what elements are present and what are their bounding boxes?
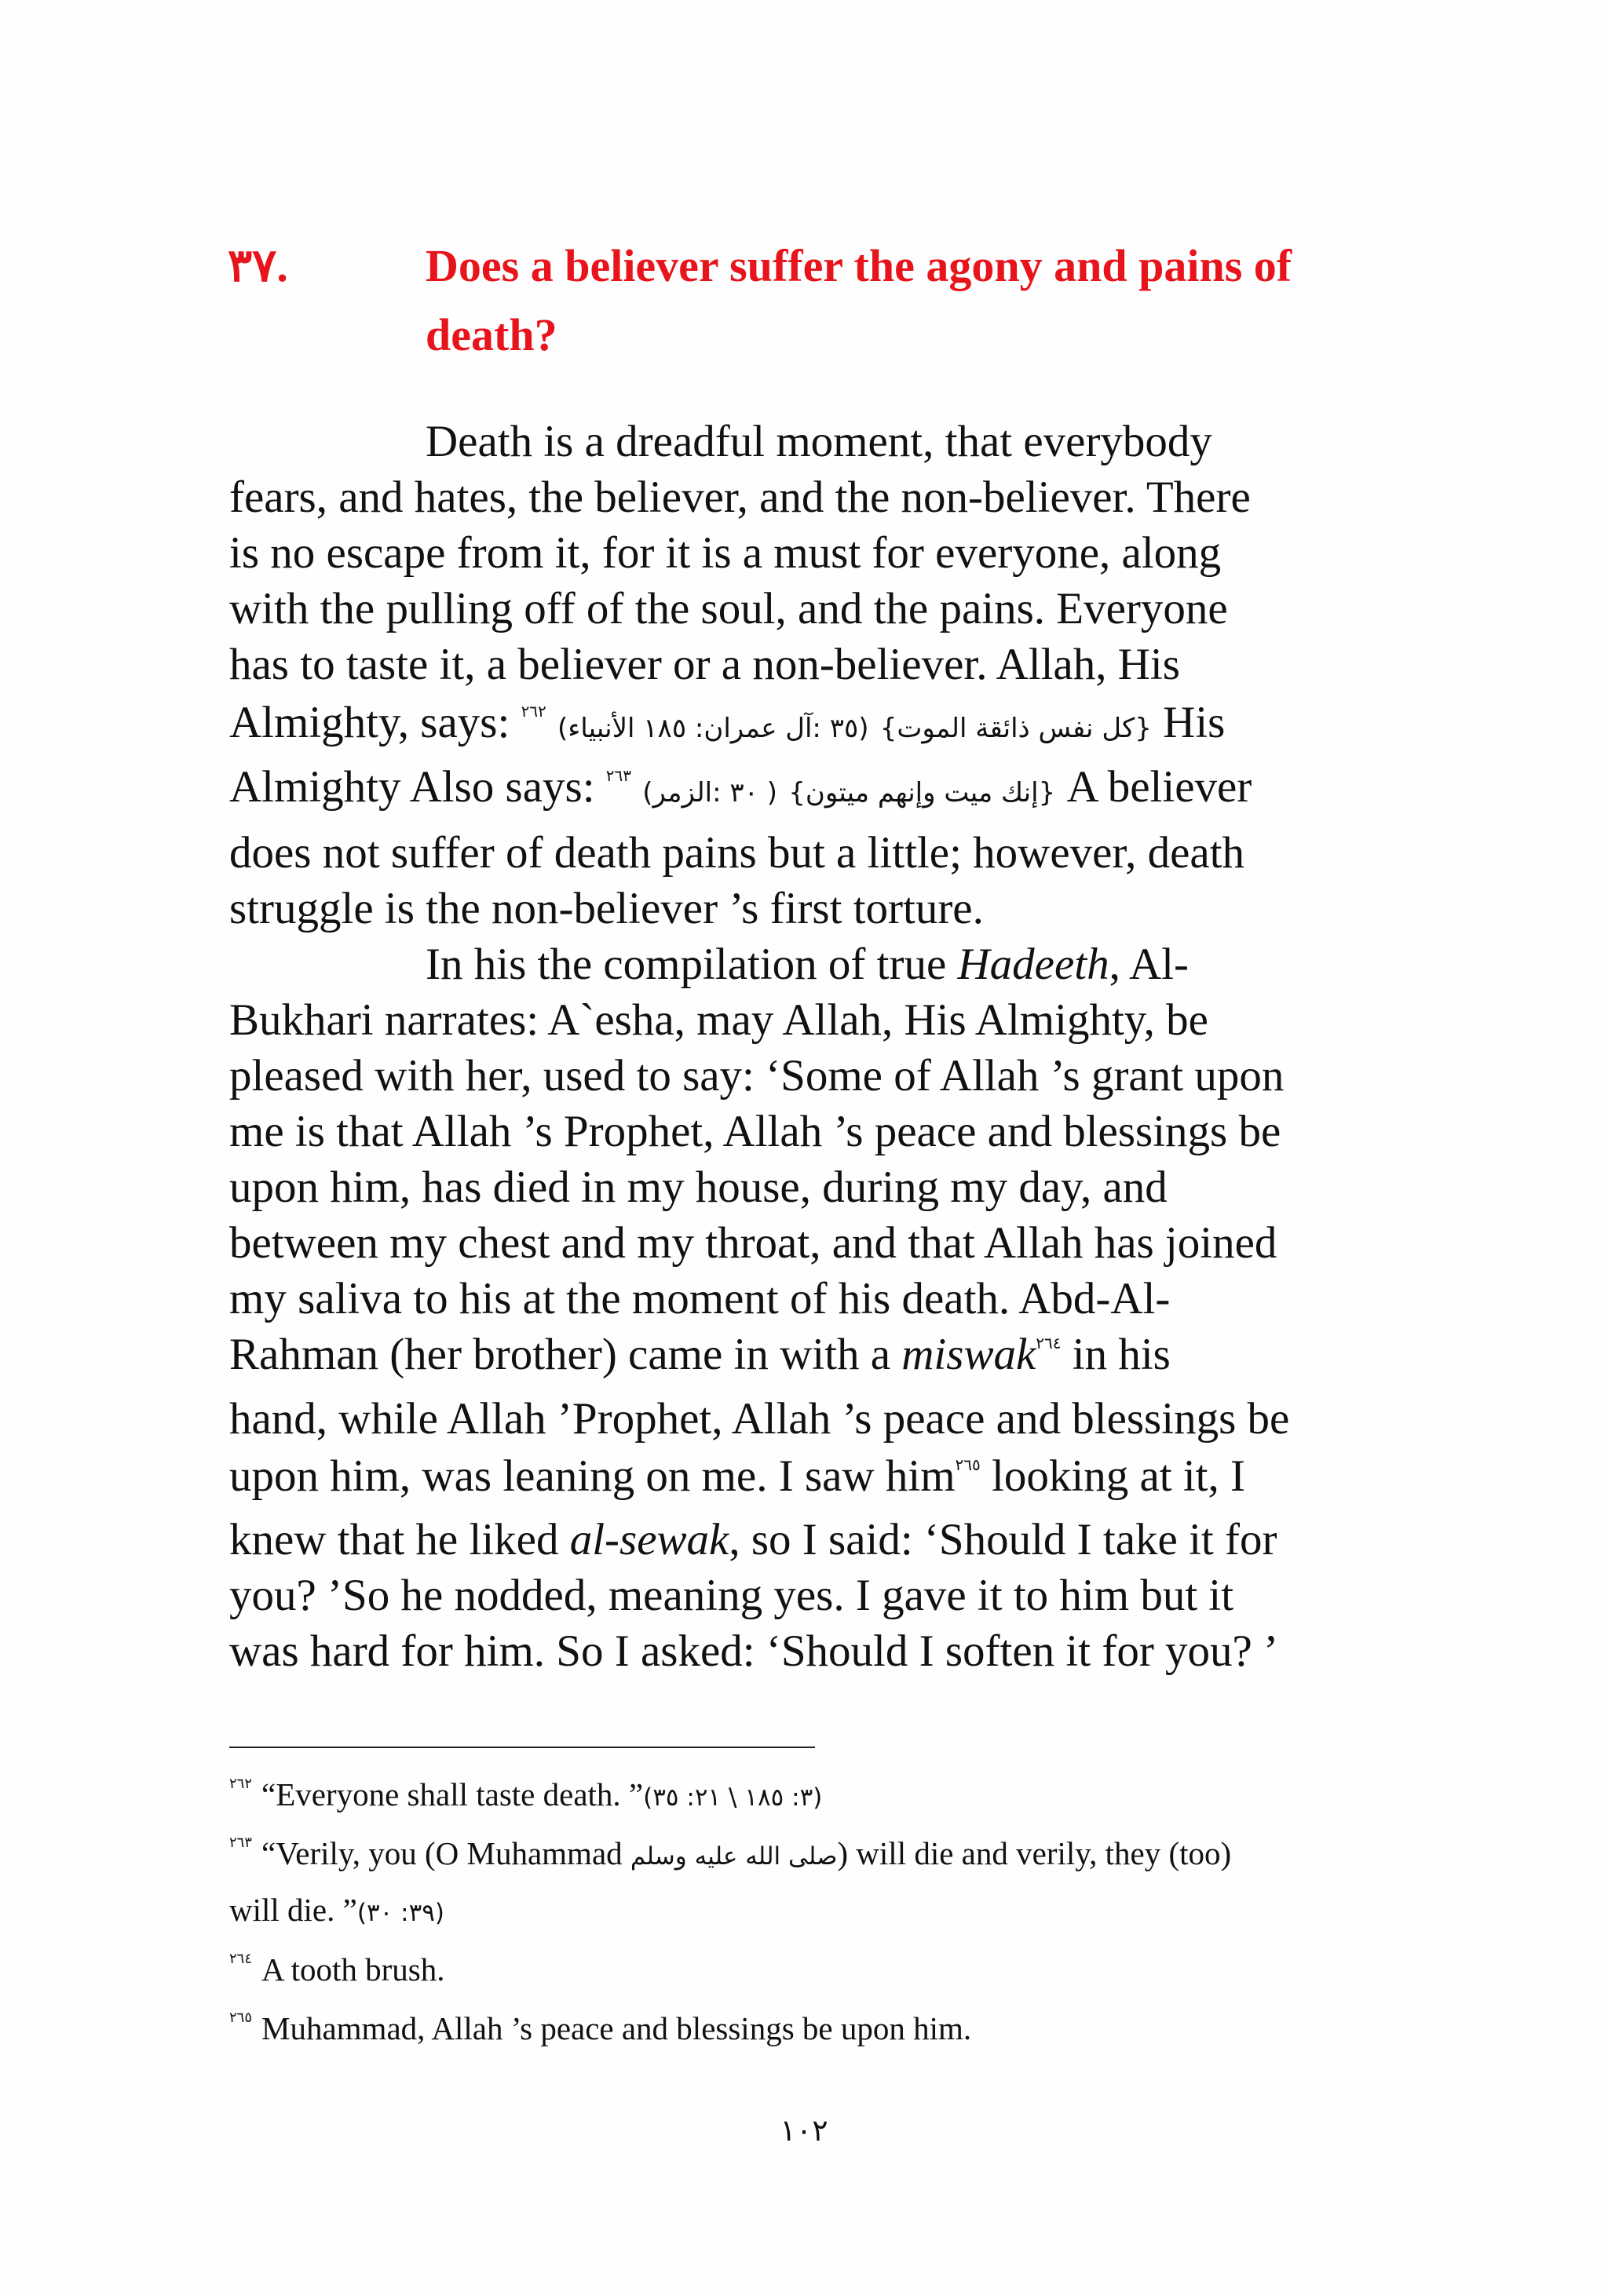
footnote-text: “Verily, you (O Muhammad [261,1835,630,1871]
quran-quote-ref: ( ٣٠ :الزمر) [642,777,777,809]
text-segment: , so I said: ‘Should I take it for [729,1515,1277,1564]
footnote-265 [229,2009,971,2047]
footnote-ref-263: ٢٦٣ [605,766,632,785]
text-segment: Almighty, says: [229,698,521,747]
italic-term: Hadeeth [957,940,1109,989]
section-title: Does a believer suffer the agony and pains of death? [426,240,1292,360]
text-line: me is that Allah ’s Prophet, Allah ’s peace and blessings be [229,1107,1281,1156]
footnote-264 [229,1951,445,1988]
footnote-text: will die. ” [229,1892,357,1928]
footnote-ref: (٣٩: ٣٠) [356,1899,444,1927]
text-line: fears, and hates, the believer, and the non-believer. There [229,473,1251,522]
footnote-mark: ٢٦٤ [229,1951,253,1967]
text-line [229,1329,1171,1380]
footnote-text: ) will die and verily, they (too) [837,1835,1232,1871]
footnote-ref-265: ٢٦٥ [955,1455,981,1474]
quran-quote: {كل نفس ذائقة الموت} [879,713,1152,744]
text-line [229,761,1252,812]
footnote-text: Muhammad, Allah ’s peace and blessings be upon him. [261,2010,972,2046]
text-segment: A believer [1066,762,1252,812]
text-line: hand, while Allah ’Prophet, Allah ’s peace and blessings be [229,1394,1290,1444]
footnote-text: A tooth brush. [261,1951,445,1988]
text-line: between my chest and my throat, and that Allah has joined [229,1218,1277,1268]
text-line: struggle is the non-believer ’s first torture. [229,884,984,933]
footnote-ref: (٣: ١٨٥ \ ٢١: ٣٥) [643,1783,823,1812]
text-line: is no escape from it, for it is a must for everyone, along [229,528,1222,578]
section-number: ٣٧. [228,240,288,291]
footnote-ref-262: ٢٦٢ [521,702,546,721]
text-line [229,1451,1245,1502]
text-line: my saliva to his at the moment of his death. Abd-Al- [229,1274,1171,1323]
footnote-mark: ٢٦٢ [229,1776,253,1792]
footnote-263-cont [229,1891,444,1929]
text-segment: His [1163,698,1226,747]
text-segment: In his the compilation of true [426,940,958,989]
footnote-arabic: صلى الله عليه وسلم [630,1842,838,1871]
text-segment: in his [1061,1330,1171,1379]
text-line: was hard for him. So I asked: ‘Should I soften it for you? ’ [229,1626,1279,1676]
italic-term: miswak [901,1330,1036,1379]
text-segment: knew that he liked [229,1515,570,1564]
text-line: Death is a dreadful moment, that everybody [426,417,1212,466]
text-line: with the pulling off of the soul, and the pains. Everyone [229,584,1228,633]
text-line: does not suffer of death pains but a little; however, death [229,828,1245,878]
text-line [229,1514,1277,1565]
text-line: pleased with her, used to say: ‘Some of Allah ’s grant upon [229,1051,1285,1101]
footnote-263 [229,1834,1231,1872]
text-segment: , Al- [1109,940,1189,989]
footnote-262 [229,1776,822,1813]
italic-term: al-sewak [569,1515,729,1564]
text-line [229,697,1225,748]
page-number: ١٠٢ [780,2113,828,2148]
footnote-text: “Everyone shall taste death. ” [261,1776,644,1812]
text-line: upon him, has died in my house, during my day, and [229,1163,1168,1212]
footnote-ref-264: ٢٦٤ [1036,1334,1062,1352]
text-line [426,939,1189,990]
text-segment: Almighty Also says: [229,762,606,812]
footnote-separator [229,1747,815,1748]
text-segment: looking at it, I [980,1451,1245,1501]
text-line: Bukhari narrates: A`esha, may Allah, His Almighty, be [229,995,1208,1045]
quran-quote-ref: (٣٥ :آل عمران: ١٨٥ الأنبياء) [557,713,869,744]
footnote-mark: ٢٦٥ [229,2009,253,2026]
text-line: you? ’So he nodded, meaning yes. I gave it to him but it [229,1571,1234,1620]
text-segment: Rahman (her brother) came in with a [229,1330,902,1379]
text-line: has to taste it, a believer or a non-believer. Allah, His [229,640,1180,689]
quran-quote: {إنك ميت وإنهم ميتون} [788,777,1056,809]
text-segment: upon him, was leaning on me. I saw him [229,1451,956,1501]
footnote-mark: ٢٦٣ [229,1834,253,1851]
